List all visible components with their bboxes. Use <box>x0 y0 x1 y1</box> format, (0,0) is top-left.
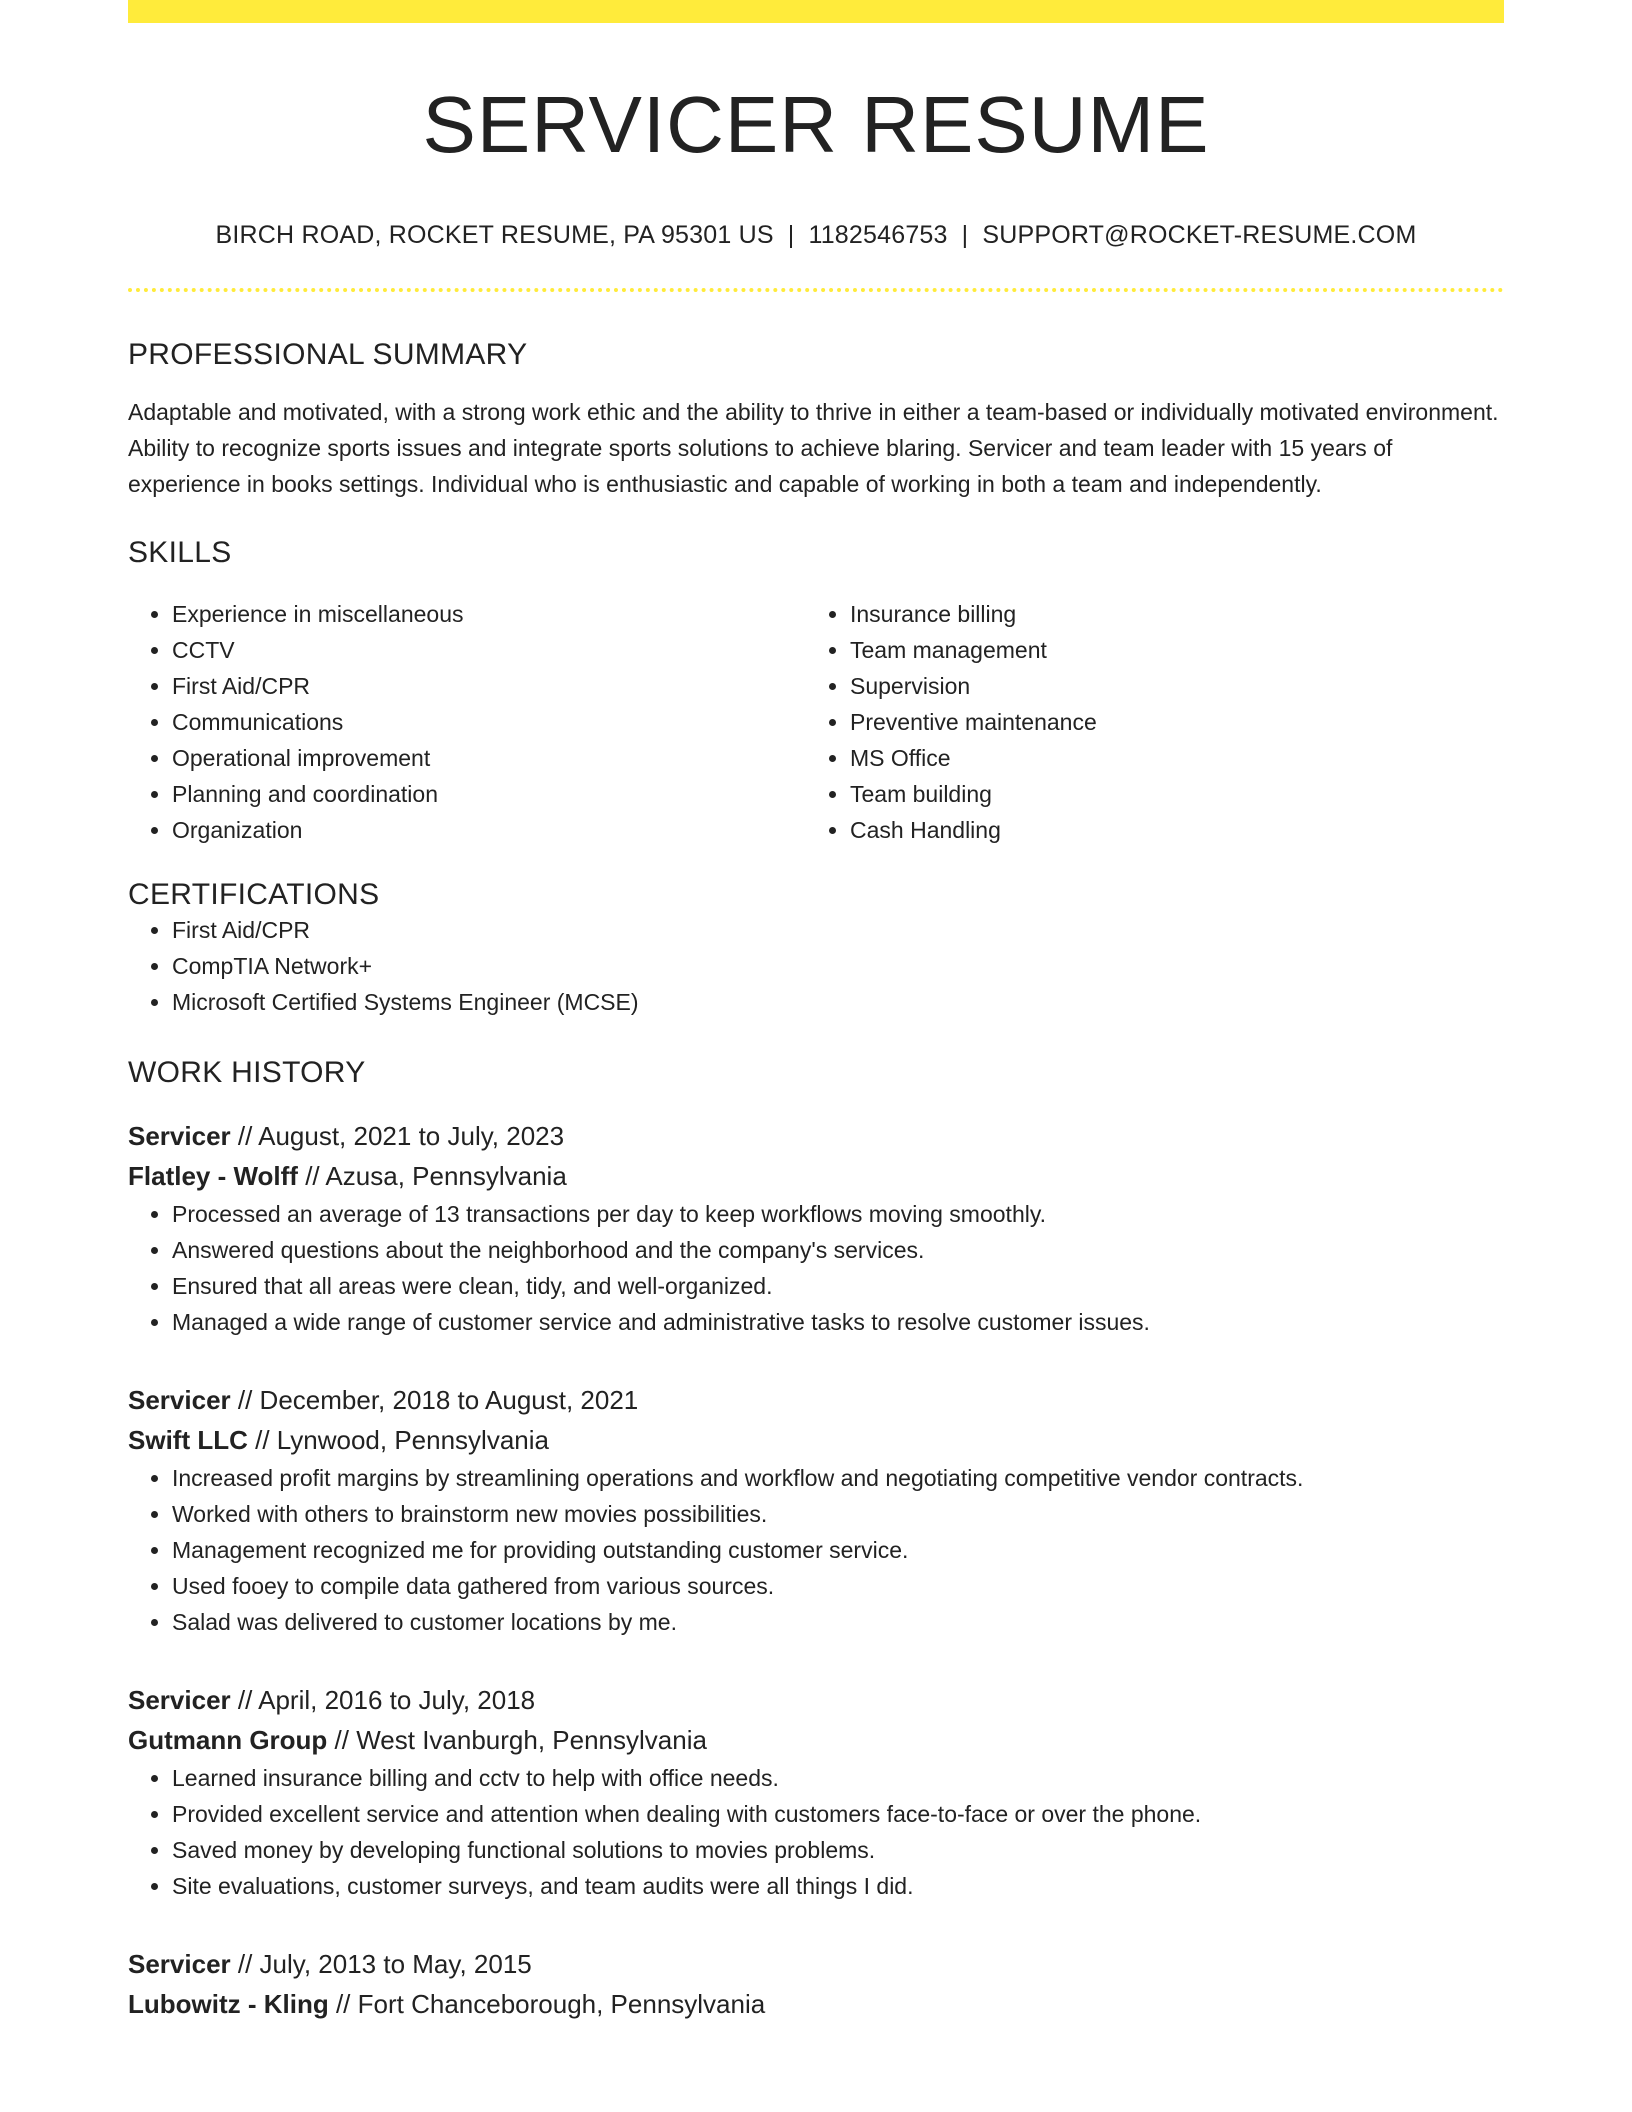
skill-item: • Planning and coordination <box>172 776 806 812</box>
job-company: Flatley - Wolff <box>128 1161 298 1191</box>
summary-heading: PROFESSIONAL SUMMARY <box>128 338 528 371</box>
certification-item: • First Aid/CPR <box>172 912 1504 948</box>
skill-item: • MS Office <box>850 740 1484 776</box>
job-title-line <box>128 1116 1504 1156</box>
header-divider <box>128 288 1504 292</box>
job-dates: // August, 2021 to July, 2023 <box>230 1121 565 1151</box>
skill-item: • CCTV <box>172 632 806 668</box>
job-bullet: • Site evaluations, customer surveys, and team audits were all things I did. <box>172 1868 1504 1904</box>
job-bullet: • Increased profit margins by streamlining operations and workflow and negotiating competitive vendor contracts. <box>172 1460 1504 1496</box>
skills-list-left <box>128 596 806 848</box>
skill-item: • Experience in miscellaneous <box>172 596 806 632</box>
job-dates: // July, 2013 to May, 2015 <box>230 1949 532 1979</box>
job-entry <box>128 1380 1504 1640</box>
certification-item: • Microsoft Certified Systems Engineer (MCSE) <box>172 984 1504 1020</box>
skill-item: • Supervision <box>850 668 1484 704</box>
job-company: Gutmann Group <box>128 1725 328 1755</box>
contact-separator: | <box>961 221 969 249</box>
resume-page <box>128 0 1504 2024</box>
job-bullet: • Worked with others to brainstorm new movies possibilities. <box>172 1496 1504 1532</box>
skills-column-right <box>806 596 1484 848</box>
job-title: Servicer <box>128 1949 231 1979</box>
contact-line <box>128 221 1504 250</box>
job-location: // Lynwood, Pennsylvania <box>247 1425 549 1455</box>
job-bullets <box>128 1196 1504 1340</box>
job-bullet: • Management recognized me for providing outstanding customer service. <box>172 1532 1504 1568</box>
job-entry <box>128 1680 1504 1904</box>
job-location: // West Ivanburgh, Pennsylvania <box>327 1725 707 1755</box>
skill-item: • Insurance billing <box>850 596 1484 632</box>
summary-text: Adaptable and motivated, with a strong work ethic and the ability to thrive in either a team-based or individually motivated environment. Ability to recognize sports issues and integrate sports solutions to achieve blaring. Servicer and team leader with 15 years of experience in books settings. Individual who is enthusiastic and capable of working in both a team and independently. <box>128 399 1499 497</box>
job-bullet: • Salad was delivered to customer locations by me. <box>172 1604 1504 1640</box>
resume-title: SERVICER RESUME <box>422 80 1210 169</box>
job-company-line <box>128 1720 1504 1760</box>
job-bullet: • Managed a wide range of customer service and administrative tasks to resolve customer issues. <box>172 1304 1504 1340</box>
job-title: Servicer <box>128 1385 231 1415</box>
job-company-line <box>128 1156 1504 1196</box>
skill-item: • First Aid/CPR <box>172 668 806 704</box>
job-bullets <box>128 1460 1504 1640</box>
contact-email: SUPPORT@ROCKET-RESUME.COM <box>982 221 1417 249</box>
job-bullet: • Processed an average of 13 transactions per day to keep workflows moving smoothly. <box>172 1196 1504 1232</box>
skill-item: • Operational improvement <box>172 740 806 776</box>
skill-item: • Communications <box>172 704 806 740</box>
certifications-heading: CERTIFICATIONS <box>128 878 380 911</box>
skills-column-left <box>128 596 806 848</box>
skill-item: • Organization <box>172 812 806 848</box>
contact-address: BIRCH ROAD, ROCKET RESUME, PA 95301 US <box>215 221 774 249</box>
job-bullet: • Ensured that all areas were clean, tidy, and well-organized. <box>172 1268 1504 1304</box>
skill-item: • Cash Handling <box>850 812 1484 848</box>
work-history-heading: WORK HISTORY <box>128 1056 366 1089</box>
job-entry <box>128 1116 1504 1340</box>
skills-grid <box>128 596 1504 848</box>
job-location: // Fort Chanceborough, Pennsylvania <box>328 1989 766 2019</box>
job-dates: // April, 2016 to July, 2018 <box>230 1685 536 1715</box>
job-bullet: • Answered questions about the neighborhood and the company's services. <box>172 1232 1504 1268</box>
skill-item: • Team management <box>850 632 1484 668</box>
job-location: // Azusa, Pennsylvania <box>297 1161 567 1191</box>
job-title-line <box>128 1680 1504 1720</box>
job-title-line <box>128 1944 1504 1984</box>
top-accent-bar <box>128 0 1504 23</box>
skill-item: • Team building <box>850 776 1484 812</box>
skill-item: • Preventive maintenance <box>850 704 1484 740</box>
job-bullets <box>128 1760 1504 1904</box>
contact-phone: 1182546753 <box>808 221 948 249</box>
job-bullet: • Provided excellent service and attention when dealing with customers face-to-face or over the phone. <box>172 1796 1504 1832</box>
job-bullet: • Learned insurance billing and cctv to help with office needs. <box>172 1760 1504 1796</box>
contact-separator: | <box>787 221 795 249</box>
job-company: Swift LLC <box>128 1425 248 1455</box>
job-title: Servicer <box>128 1121 231 1151</box>
skills-list-right <box>806 596 1484 848</box>
job-company-line <box>128 1420 1504 1460</box>
certification-item: • CompTIA Network+ <box>172 948 1504 984</box>
job-dates: // December, 2018 to August, 2021 <box>230 1385 639 1415</box>
job-company: Lubowitz - Kling <box>128 1989 329 2019</box>
job-title: Servicer <box>128 1685 231 1715</box>
job-company-line <box>128 1984 1504 2024</box>
job-bullet: • Used fooey to compile data gathered from various sources. <box>172 1568 1504 1604</box>
skills-heading: SKILLS <box>128 536 232 569</box>
certifications-list <box>128 912 1504 1020</box>
job-title-line <box>128 1380 1504 1420</box>
job-entry <box>128 1944 1504 2024</box>
job-bullet: • Saved money by developing functional solutions to movies problems. <box>172 1832 1504 1868</box>
